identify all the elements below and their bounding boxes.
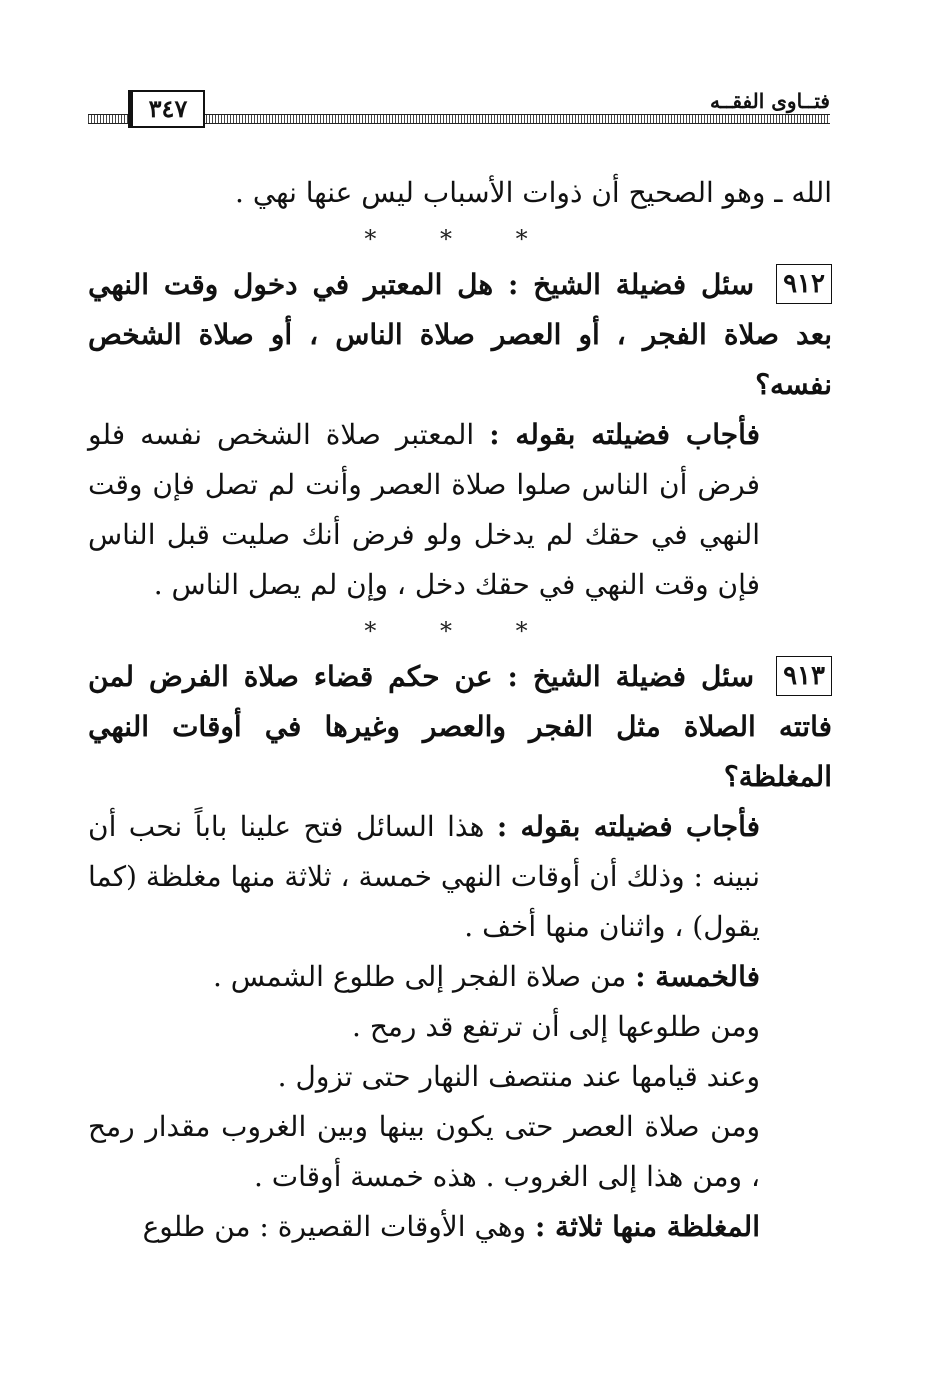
severe-times — [88, 1202, 832, 1252]
section-separator: * * * — [364, 225, 556, 253]
answer-913 — [88, 802, 832, 952]
five-times-1 — [88, 952, 832, 1002]
answer-label: فأجاب فضيلته بقوله : — [489, 418, 760, 451]
answer-text: هذا السائل فتح علينا باباً نحب أن نبينه : وذلك أن أوقات النهي خمسة ، ثلاثة منها مغلظة (كما يقول) ، واثنان منها أخف . — [88, 810, 760, 943]
question-number: ٩١٣ — [776, 656, 832, 696]
page-number: ٣٤٧ — [128, 90, 205, 128]
intro-line: الله ـ وهو الصحيح أن ذوات الأسباب ليس عنها نهي . — [235, 176, 832, 209]
five-item: من صلاة الفجر إلى طلوع الشمس . — [212, 960, 627, 993]
answer-label: فأجاب فضيلته بقوله : — [496, 810, 760, 843]
header-rule — [88, 114, 128, 124]
answer-text: المعتبر صلاة الشخص نفسه فلو فرض أن الناس صلوا صلاة العصر وأنت لم تصل فإن وقت النهي في حقك لم يدخل ولو فرض أنك صليت قبل الناس فإن وقت النهي في حقك دخل ، وإن لم يصل الناس . — [88, 418, 760, 601]
five-times-3: وعند قيامها عند منتصف النهار حتى تزول . — [277, 1060, 760, 1093]
header-rule — [200, 114, 830, 124]
severe-text: وهي الأوقات القصيرة : من طلوع — [142, 1210, 527, 1243]
page-body — [88, 168, 832, 1252]
severe-label: المغلظة منها ثلاثة : — [534, 1210, 760, 1243]
book-title: فتــاوى الفقــه — [700, 88, 830, 114]
section-separator: * * * — [364, 617, 556, 645]
question-913 — [88, 652, 832, 802]
question-number: ٩١٢ — [776, 264, 832, 304]
five-label: فالخمسة : — [635, 960, 760, 993]
five-times-4: ومن صلاة العصر حتى يكون بينها وبين الغروب مقدار رمح ، ومن هذا إلى الغروب . هذه خمسة أوقات . — [88, 1110, 760, 1193]
question-text: سئل فضيلة الشيخ : عن حكم قضاء صلاة الفرض لمن فاتته الصلاة مثل الفجر والعصر وغيرها في أوقات النهي المغلظة؟ — [88, 660, 832, 793]
question-912 — [88, 260, 832, 410]
answer-912 — [88, 410, 832, 610]
question-text: سئل فضيلة الشيخ : هل المعتبر في دخول وقت النهي بعد صلاة الفجر ، أو العصر صلاة الناس ، أو صلاة الشخص نفسه؟ — [88, 268, 832, 401]
page-header — [88, 88, 830, 130]
five-times-2: ومن طلوعها إلى أن ترتفع قد رمح . — [352, 1010, 760, 1043]
